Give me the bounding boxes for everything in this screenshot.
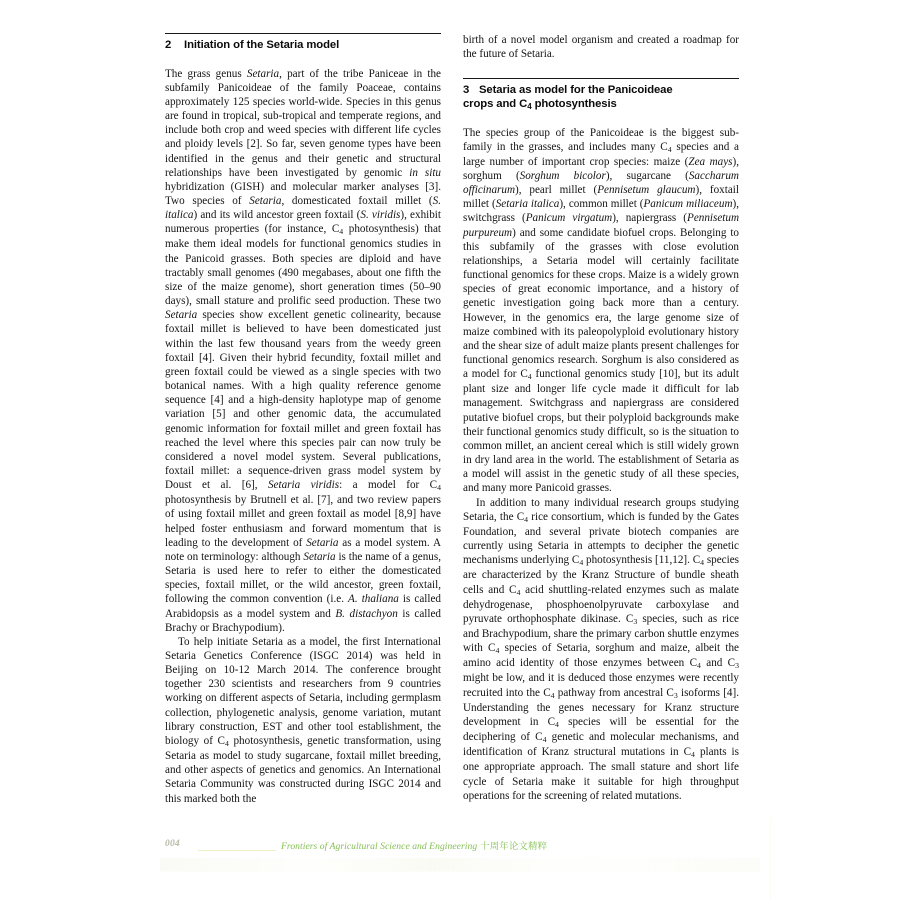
section-title-3-line2-pre: crops and C [463, 97, 528, 110]
footer-page-number: 004 [165, 839, 180, 849]
section-heading-rule-right [463, 78, 739, 79]
footer-chinese-subtitle: 十周年论文精粹 [480, 841, 548, 852]
right-column [463, 33, 739, 803]
right-paragraph-2: In addition to many individual research groups studying Setaria, the $C_4$ rice consortium, which is funded by the Gates Foundation, and several private biotech companies are currently using Setaria in attempts to decipher the genetic mechanisms underlying $C_4$ photosynthesis [11,12]. $C_4$ species are characterized by the Kranz Structure of bundle sheath cells and $C_4$ acid shuttling-related enzymes such as malate dehydrogenase, phosphoenolpyruvate carboxylase and pyruvate orthophosphate dikinase. $C_3$ species, such as rice and Brachypodium, share the primary carbon shuttle enzymes with $C_4$ species of Setaria, sorghum and maize, albeit the amino acid identity of those enzymes between $C_4$ and $C_3$ might be low, and it is deduced those enzymes were recently recruited into the $C_4$ pathway from ancestral $C_3$ isoforms [4]. Understanding the genes necessary for Kranz structure development in $C_4$ species will be essential for the deciphering of $C_4$ genetic and molecular mechanisms, and identification of Kranz structural mutations in $C_4$ plants is one appropriate approach. The small stature and short life cycle of Setaria make it suitable for high throughput operations for the screening of related mutations. [463, 496, 740, 802]
section-number-3: 3 [463, 84, 470, 97]
left-paragraph-1: The grass genus Setaria, part of the tribe Paniceae in the subfamily Panicoideae of the family Poaceae, contains approximately 125 species world-wide. Species in this genus are found in tropical, sub-tropical and temperate regions, and include both crop and weed species with different life cycles and ploidy levels [2]. So far, seven genome types have been identified in the genus and their genetic and structural relationships have been investigated by genomic in situ hybridization (GISH) and molecular marker analyses [3]. Two species of Setaria, domesticated foxtail millet (S. italica) and its wild ancestor green foxtail (S. viridis), exhibit numerous properties (for instance, $C_4$ photosynthesis) that make them ideal models for functional genomics studies in the Panicoid grasses. Both species are diploid and have tractably small genomes (490 megabases, about one fifth the size of the maize genome), short generation times (50–90 days), small stature and prolific seed production. These two Setaria species show excellent genetic colinearity, because foxtail millet is believed to have been domesticated just within the last few thousand years from the weedy green foxtail [4]. Given their hybrid fecundity, foxtail millet and green foxtail could be viewed as a single species with two botanical names. With a high quality reference genome sequence [4] and a high-density haplotype map of genome variation [5] and other genomic data, the accumulated genomic information for foxtail millet and green foxtail has reached the level where this species pair can now truly be considered a novel model system. Several publications, foxtail millet: a sequence-driven grass model system by Doust et al. [6], Setaria viridis: a model for $C_4$ photosynthesis by Brutnell et al. [7], and two review papers of using foxtail millet and green foxtail as model [8,9] have helped foster enthusiasm and forward momentum that is leading to the development of Setaria as a model system. A note on terminology: although Setaria is the name of a genus, Setaria is used here to refer to either the domesticated species, foxtail millet, or the wild ancestor, green foxtail, following the common convention (i.e. A. thaliana is called Arabidopsis as a model system and B. distachyon is called Brachy or Brachypodium). [165, 67, 441, 634]
section-title-3-subscript: 4 [527, 101, 532, 111]
section-heading-2 [165, 39, 441, 53]
section-heading-3 [463, 84, 739, 111]
section-heading-rule-left [165, 33, 441, 34]
spacer-before-section-3 [463, 61, 739, 78]
section-title-3-line1: Setaria as model for the Panicoideae [479, 84, 673, 97]
footer-journal-name: Frontiers of Agricultural Science and Engineering [281, 841, 478, 852]
section-title-2: Initiation of the Setaria model [184, 39, 340, 51]
page-footer [0, 836, 900, 862]
footer-divider-rule [198, 850, 276, 851]
section-title-3-line2-post: photosynthesis [531, 97, 617, 110]
footer-journal-title [281, 838, 547, 852]
right-paragraph-1: The species group of the Panicoideae is the biggest sub-family in the grasses, and includes many $C_4$ species and a large number of important crop species: maize (Zea mays), sorghum (Sorghum bicolor), sugarcane (Saccharum officinarum), pearl millet (Pennisetum glaucum), foxtail millet (Setaria italica), common millet (Panicum miliaceum), switchgrass (Panicum virgatum), napiergrass (Pennisetum purpureum) and some candidate biofuel crops. Belonging to this subfamily of the grasses with close evolution relationships, a Setaria model will certainly facilitate functional genomics for these crops. Maize is a widely grown species of great economic importance, and a history of genetic investigation going back more than a century. However, in the genomics era, the large genome size of maize combined with its paleopolyploid evolutionary history and the shear size of adult maize plants present challenges for functional genomics research. Sorghum is also considered as a model for $C_4$ functional genomics study [10], but its adult plant size and longer life cycle made it difficult for lab management. Switchgrass and napiergrass are considered putative biofuel crops, but their polyploid backgrounds make their functional genomics study difficult, so is the situation to common millet, an ancient cereal which is still widely grown in dry land area in the world. The establishment of Setaria as a model will assist in the genetic study of all these species, and many more Panicoid grasses. [463, 126, 740, 495]
left-paragraph-2: To help initiate Setaria as a model, the first International Setaria Genetics Conference (ISGC 2014) was held in Beijing on 10-12 March 2014. The conference brought together 230 scientists and researchers from 9 countries working on different aspects of Setaria, including germplasm collection, phylogenetic analysis, genome variation, mutant library construction, EST and other tool establishment, the biology of $C_4$ photosynthesis, genetic transformation, using Setaria as model to study sugarcane, foxtail millet breeding, and other aspects of genetics and genomics. An International Setaria Community was constructed during ISGC 2014 and this marked both the [165, 635, 441, 805]
section-number-2: 2 [165, 39, 172, 51]
two-column-text-body [165, 33, 740, 823]
right-continuation-paragraph: birth of a novel model organism and created a roadmap for the future of Setaria. [463, 34, 739, 61]
left-column [165, 33, 441, 806]
